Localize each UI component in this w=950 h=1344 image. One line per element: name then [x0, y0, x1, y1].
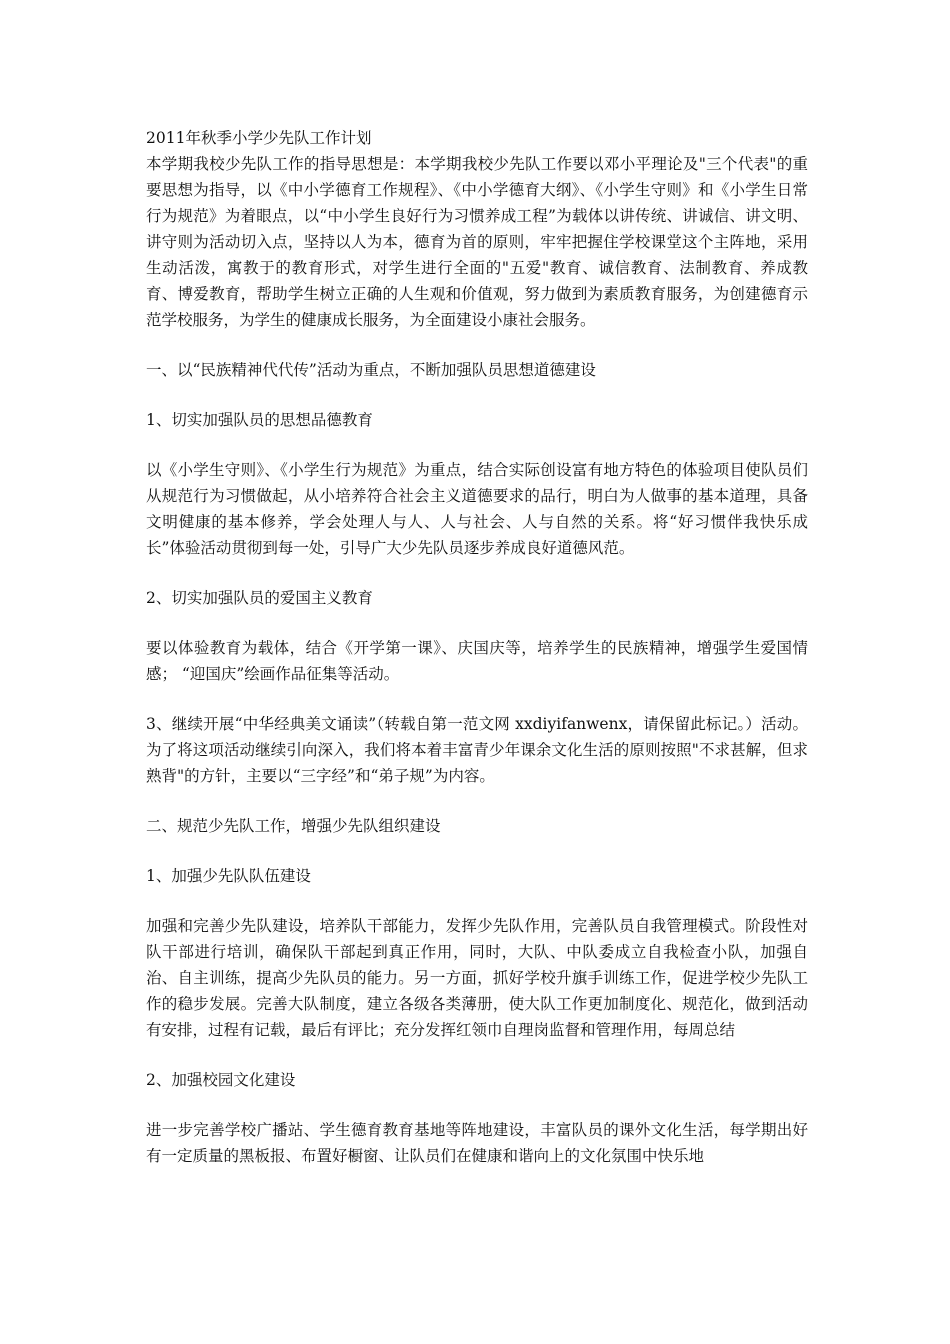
body-paragraph: 3、继续开展“中华经典美文诵读”（转载自第一范文网 xxdiyifanwenx，请保留此标记。）活动。为了将这项活动继续引向深入，我们将本着丰富青少年课余文化生活的原则按照"不求甚解，但求熟背"的方针，主要以“三字经”和“弟子规”为内容。 [146, 715, 808, 785]
subsection-heading: 2、切实加强队员的爱国主义教育 [146, 589, 373, 607]
subsection-heading: 1、切实加强队员的思想品德教育 [146, 411, 373, 429]
document-page [146, 125, 808, 1193]
section-heading: 二、规范少先队工作，增强少先队组织建设 [146, 817, 441, 835]
subsection-heading: 2、加强校园文化建设 [146, 1071, 296, 1089]
intro-paragraph: 本学期我校少先队工作的指导思想是：本学期我校少先队工作要以邓小平理论及"三个代表"的重要思想为指导，以《中小学德育工作规程》、《中小学德育大纲》、《小学生守则》和《小学生日常行为规范》为着眼点，以“中小学生良好行为习惯养成工程”为载体以讲传统、讲诚信、讲文明、讲守则为活动切入点，坚持以人为本，德育为首的原则，牢牢把握住学校课堂这个主阵地，采用生动活泼，寓教于的教育形式，对学生进行全面的"五爱"教育、诚信教育、法制教育、养成教育、博爱教育，帮助学生树立正确的人生观和价值观，努力做到为素质教育服务，为创建德育示范学校服务，为学生的健康成长服务，为全面建设小康社会服务。 [146, 155, 808, 329]
body-paragraph: 要以体验教育为载体，结合《开学第一课》、庆国庆等，培养学生的民族精神，增强学生爱国情感； “迎国庆”绘画作品征集等活动。 [146, 639, 808, 683]
subsection-heading: 1、加强少先队队伍建设 [146, 867, 311, 885]
section-heading: 一、以“民族精神代代传”活动为重点，不断加强队员思想道德建设 [146, 361, 596, 379]
body-paragraph: 加强和完善少先队建设，培养队干部能力，发挥少先队作用，完善队员自我管理模式。阶段性对队干部进行培训，确保队干部起到真正作用，同时，大队、中队委成立自我检查小队，加强自治、自主训练，提高少先队员的能力。另一方面，抓好学校升旗手训练工作，促进学校少先队工作的稳步发展。完善大队制度，建立各级各类薄册，使大队工作更加制度化、规范化，做到活动有安排，过程有记载，最后有评比；充分发挥红领巾自理岗监督和管理作用，每周总结 [146, 917, 808, 1039]
document-title: 2011年秋季小学少先队工作计划 [146, 129, 372, 147]
body-paragraph: 以《小学生守则》、《小学生行为规范》为重点，结合实际创设富有地方特色的体验项目使队员们从规范行为习惯做起，从小培养符合社会主义道德要求的品行，明白为人做事的基本道理，具备文明健康的基本修养，学会处理人与人、人与社会、人与自然的关系。将“好习惯伴我快乐成长”体验活动贯彻到每一处，引导广大少先队员逐步养成良好道德风范。 [146, 461, 808, 557]
body-paragraph: 进一步完善学校广播站、学生德育教育基地等阵地建设，丰富队员的课外文化生活，每学期出好有一定质量的黑板报、布置好橱窗、让队员们在健康和谐向上的文化氛围中快乐地 [146, 1121, 808, 1165]
